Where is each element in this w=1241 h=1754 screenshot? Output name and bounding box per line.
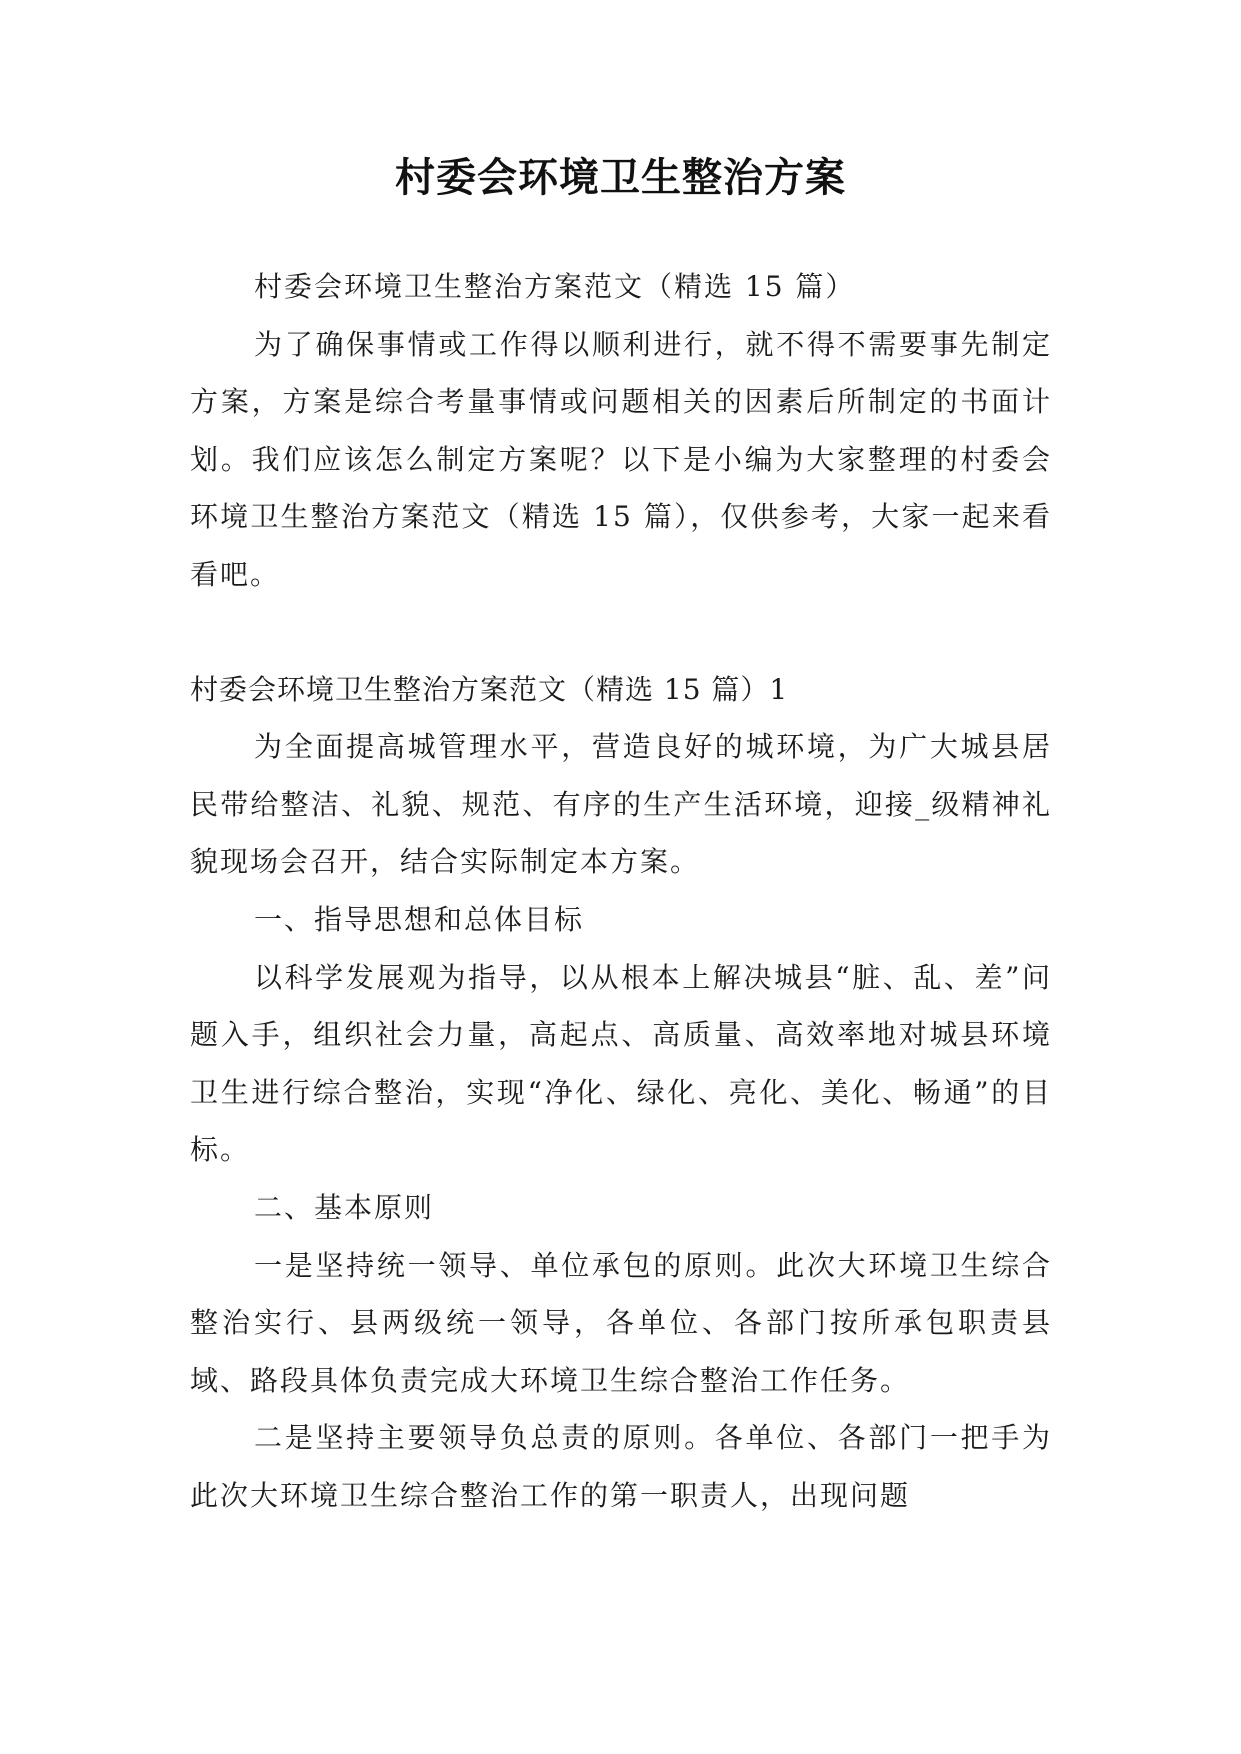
intro-paragraph: 为了确保事情或工作得以顺利进行，就不得不需要事先制定方案，方案是综合考量事情或问题相关的因素后所制定的书面计划。我们应该怎么制定方案呢？以下是小编为大家整理的村委会环境卫生整治方案范文（精选 15 篇），仅供参考，大家一起来看看吧。 (190, 327, 1052, 591)
heading-basic-principles: 二、基本原则 (254, 1190, 435, 1224)
spacer (190, 604, 1052, 661)
document-title: 村委会环境卫生整治方案 (395, 155, 846, 201)
paragraph-4: 二是坚持主要领导负总责的原则。各单位、各部门一把手为此次大环境卫生综合整治工作的第一职责人，出现问题 (190, 1421, 1052, 1512)
subtitle: 村委会环境卫生整治方案范文（精选 15 篇） (254, 270, 856, 303)
document-body (190, 258, 1052, 1524)
paragraph-2: 以科学发展观为指导，以从根本上解决城县“脏、乱、差”问题入手，组织社会力量，高起点、高质量、高效率地对城县环境卫生进行综合整治，实现“净化、绿化、亮化、美化、畅通”的目标。 (190, 960, 1052, 1167)
paragraph-3: 一是坚持统一领导、单位承包的原则。此次大环境卫生综合整治实行、县两级统一领导，各单位、各部门按所承包职责县域、路段具体负责完成大环境卫生综合整治工作任务。 (190, 1248, 1052, 1397)
heading-guiding-principles: 一、指导思想和总体目标 (254, 902, 585, 936)
paragraph-1: 为全面提高城管理水平，营造良好的城环境，为广大城县居民带给整洁、礼貌、规范、有序的生产生活环境，迎接_级精神礼貌现场会召开，结合实际制定本方案。 (190, 730, 1052, 879)
section-heading: 村委会环境卫生整治方案范文（精选 15 篇）1 (190, 672, 789, 706)
